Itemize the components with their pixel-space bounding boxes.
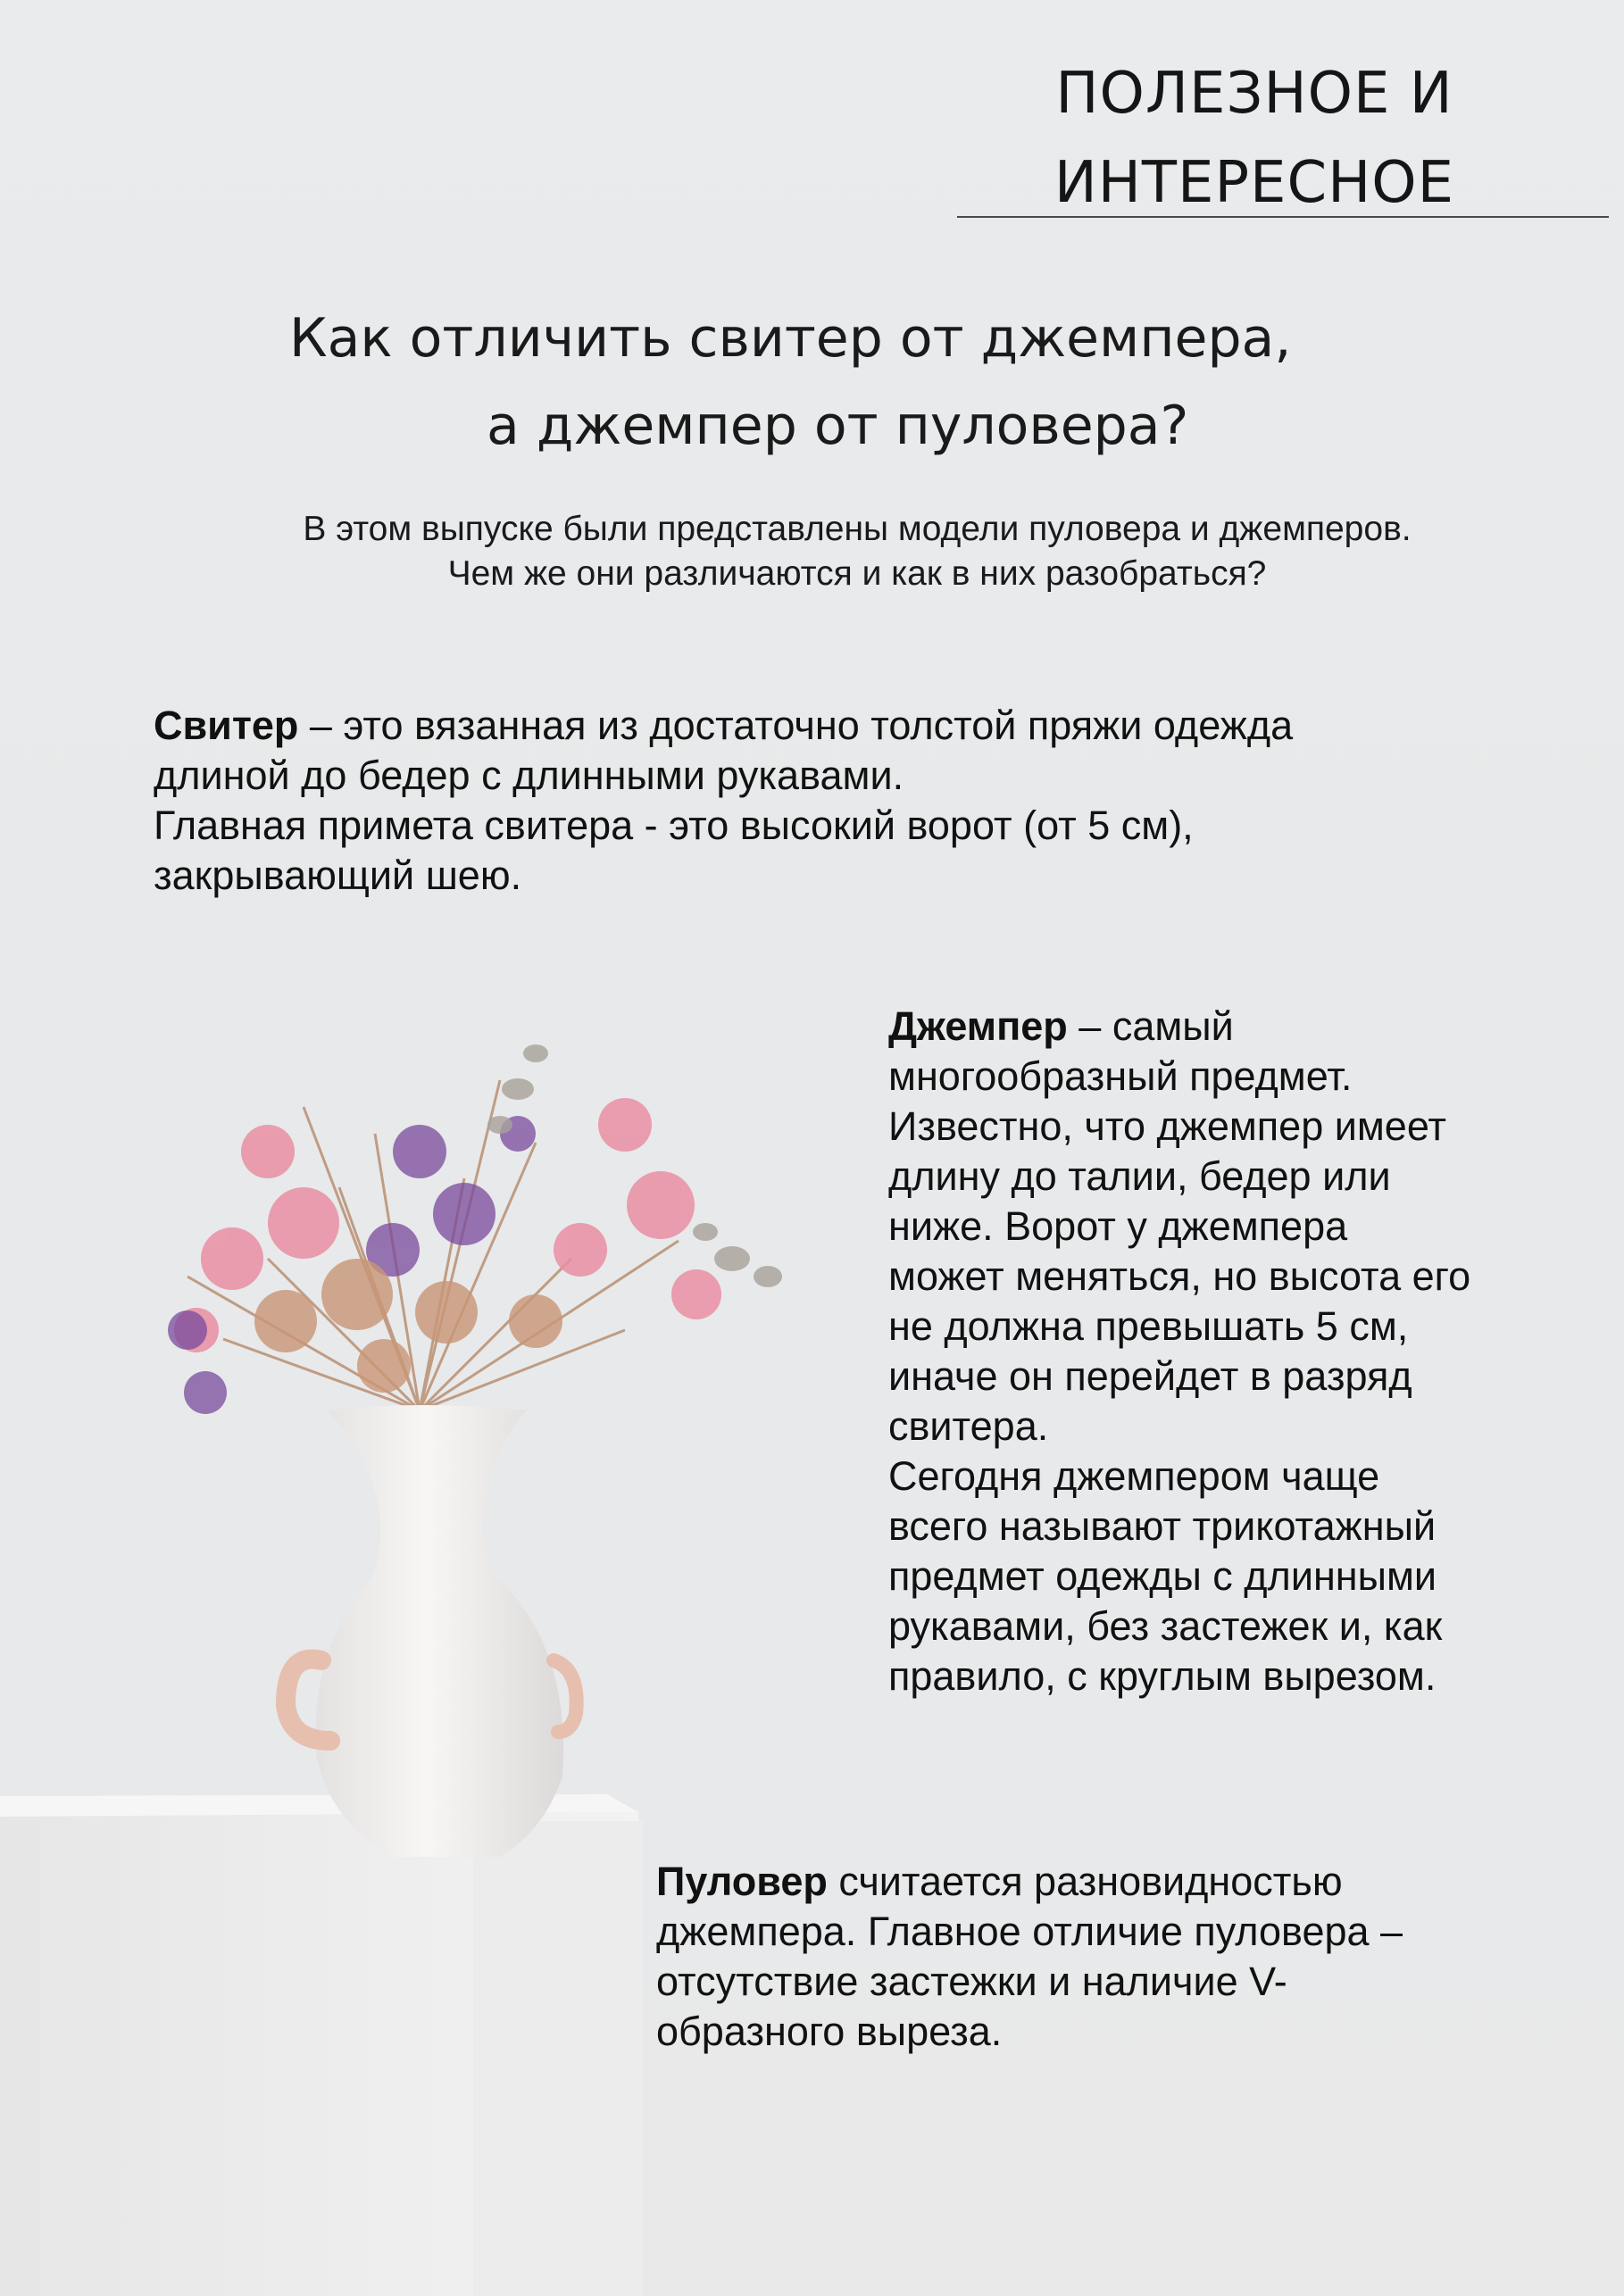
flower-bouquet: [168, 1044, 782, 1414]
jumper-line: правило, с круглым вырезом.: [888, 1653, 1437, 1699]
sweater-line3: Главная примета свитера - это высокий ворот (от 5 см),: [154, 803, 1194, 848]
jumper-line: ниже. Ворот у джемпера: [888, 1203, 1348, 1249]
article-title-line2: а джемпер от пуловера?: [487, 395, 1189, 457]
pullover-paragraph: [656, 1857, 1513, 2057]
article-title: [179, 295, 1446, 470]
jumper-line: может меняться, но высота его: [888, 1253, 1471, 1299]
sweater-paragraph: [154, 701, 1475, 901]
jumper-line: Джемпер – самый: [888, 1003, 1234, 1049]
pullover-line: отсутствие застежки и наличие V-: [656, 1959, 1287, 2004]
jumper-line: рукавами, без застежек и, как: [888, 1603, 1443, 1649]
jumper-paragraph: [888, 1002, 1567, 1701]
sweater-line4: закрывающий шею.: [154, 853, 522, 898]
jumper-term: Джемпер: [888, 1003, 1068, 1049]
jumper-line: не должна превышать 5 см,: [888, 1303, 1409, 1349]
sweater-text1: – это вязанная из достаточно толстой пряжи одежда: [298, 703, 1294, 748]
sweater-line2: длиной до бедер с длинными рукавами.: [154, 753, 904, 798]
jumper-line: Сегодня джемпером чаще: [888, 1453, 1380, 1499]
intro-line1: В этом выпуске были представлены модели пуловера и джемперов.: [303, 510, 1412, 548]
pullover-line: образного выреза.: [656, 2009, 1003, 2054]
jumper-line: многообразный предмет.: [888, 1053, 1353, 1099]
article-title-line1: Как отличить свитер от джемпера,: [289, 307, 1292, 370]
section-title: [960, 49, 1549, 228]
article-intro: [161, 507, 1553, 596]
jumper-line: всего называют трикотажный: [888, 1503, 1437, 1549]
jumper-line: предмет одежды с длинными: [888, 1553, 1437, 1599]
sweater-term: Свитер: [154, 703, 299, 748]
vase: [286, 1405, 577, 1857]
pullover-term: Пуловер: [656, 1859, 828, 1904]
jumper-line: свитера.: [888, 1403, 1049, 1449]
intro-line2: Чем же они различаются и как в них разобраться?: [447, 554, 1267, 593]
sweater-line1: [154, 701, 1475, 751]
jumper-line: Известно, что джемпер имеет: [888, 1103, 1446, 1149]
pullover-line: Пуловер считается разновидностью: [656, 1859, 1343, 1904]
jumper-line: длину до талии, бедер или: [888, 1153, 1391, 1199]
header-divider: [957, 216, 1609, 218]
jumper-line: иначе он перейдет в разряд: [888, 1353, 1412, 1399]
section-title-line1: ПОЛЕЗНОЕ И: [1055, 61, 1453, 127]
pullover-line: джемпера. Главное отличие пуловера –: [656, 1909, 1403, 1954]
vase-illustration: [0, 1027, 893, 2296]
section-title-line2: ИНТЕРЕСНОЕ: [1054, 150, 1455, 216]
